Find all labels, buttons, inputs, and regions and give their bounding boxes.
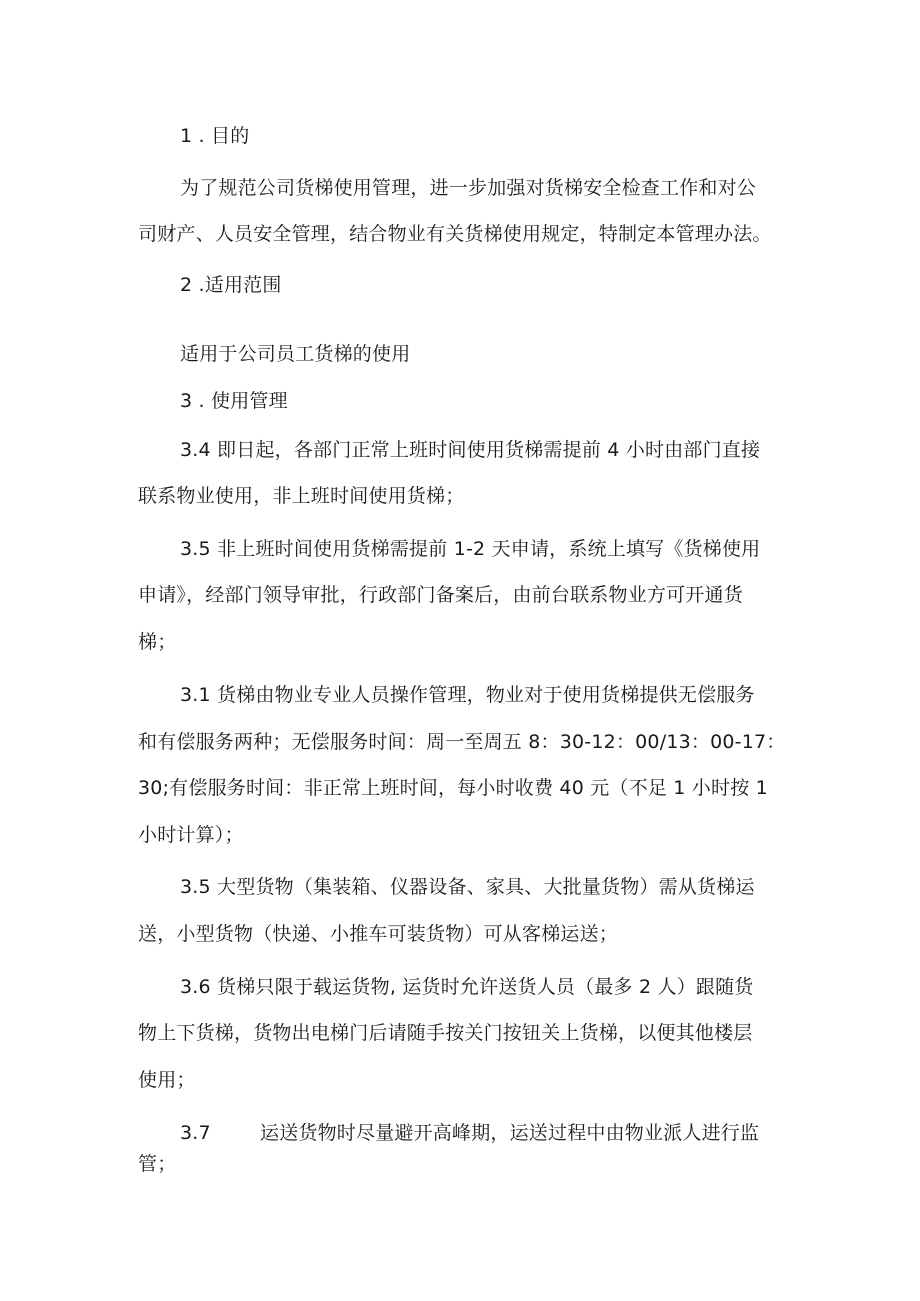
clause-text: 运送货物时尽量避开高峰期，运送过程中由物业派人进行监 — [260, 1122, 760, 1144]
clause-3-4-line: 联系物业使用，非上班时间使用货梯； — [138, 485, 465, 507]
clause-3-5-line: 申请》，经部门领导审批，行政部门备案后，由前台联系物业方可开通货 — [138, 584, 743, 606]
paragraph-line: 适用于公司员工货梯的使用 — [180, 343, 411, 365]
clause-3-6-line: 3.6 货梯只限于载运货物, 运货时允许送货人员（最多 2 人）跟随货 — [180, 976, 754, 998]
clause-3-1-line: 和有偿服务两种；无偿服务时间：周一至周五 8：30-12：00/13：00-17： — [138, 731, 786, 753]
clause-3-4-line: 3.4 即日起，各部门正常上班时间使用货梯需提前 4 小时由部门直接 — [180, 439, 761, 461]
clause-3-5-line: 3.5 非上班时间使用货梯需提前 1-2 天申请，系统上填写《货梯使用 — [180, 538, 761, 560]
section-heading-purpose: 1 . 目的 — [180, 125, 250, 147]
clause-3-5b-line: 送，小型货物（快递、小推车可装货物）可从客梯运送； — [138, 923, 619, 945]
paragraph-line: 司财产、人员安全管理，结合物业有关货梯使用规定，特制定本管理办法。 — [138, 223, 772, 245]
clause-3-7-line: 管； — [138, 1153, 177, 1175]
clause-3-1-line: 3.1 货梯由物业专业人员操作管理，物业对于使用货梯提供无偿服务 — [180, 684, 755, 706]
clause-3-5-line: 梯； — [138, 631, 177, 653]
clause-3-5b-line: 3.5 大型货物（集装箱、仪器设备、家具、大批量货物）需从货梯运 — [180, 876, 755, 898]
clause-3-1-line: 小时计算）； — [138, 824, 244, 846]
clause-3-6-line: 使用； — [138, 1069, 196, 1091]
section-heading-scope: 2 .适用范围 — [180, 274, 282, 296]
section-heading-management: 3 . 使用管理 — [180, 390, 288, 412]
clause-3-1-line: 30;有偿服务时间：非正常上班时间，每小时收费 40 元（不足 1 小时按 1 — [138, 777, 768, 799]
clause-number: 3.7 — [180, 1122, 211, 1144]
paragraph-line: 为了规范公司货梯使用管理，进一步加强对货梯安全检查工作和对公 — [180, 177, 757, 199]
clause-3-7-line — [180, 1121, 759, 1145]
clause-3-6-line: 物上下货梯，货物出电梯门后请随手按关门按钮关上货梯，以便其他楼层 — [138, 1022, 753, 1044]
